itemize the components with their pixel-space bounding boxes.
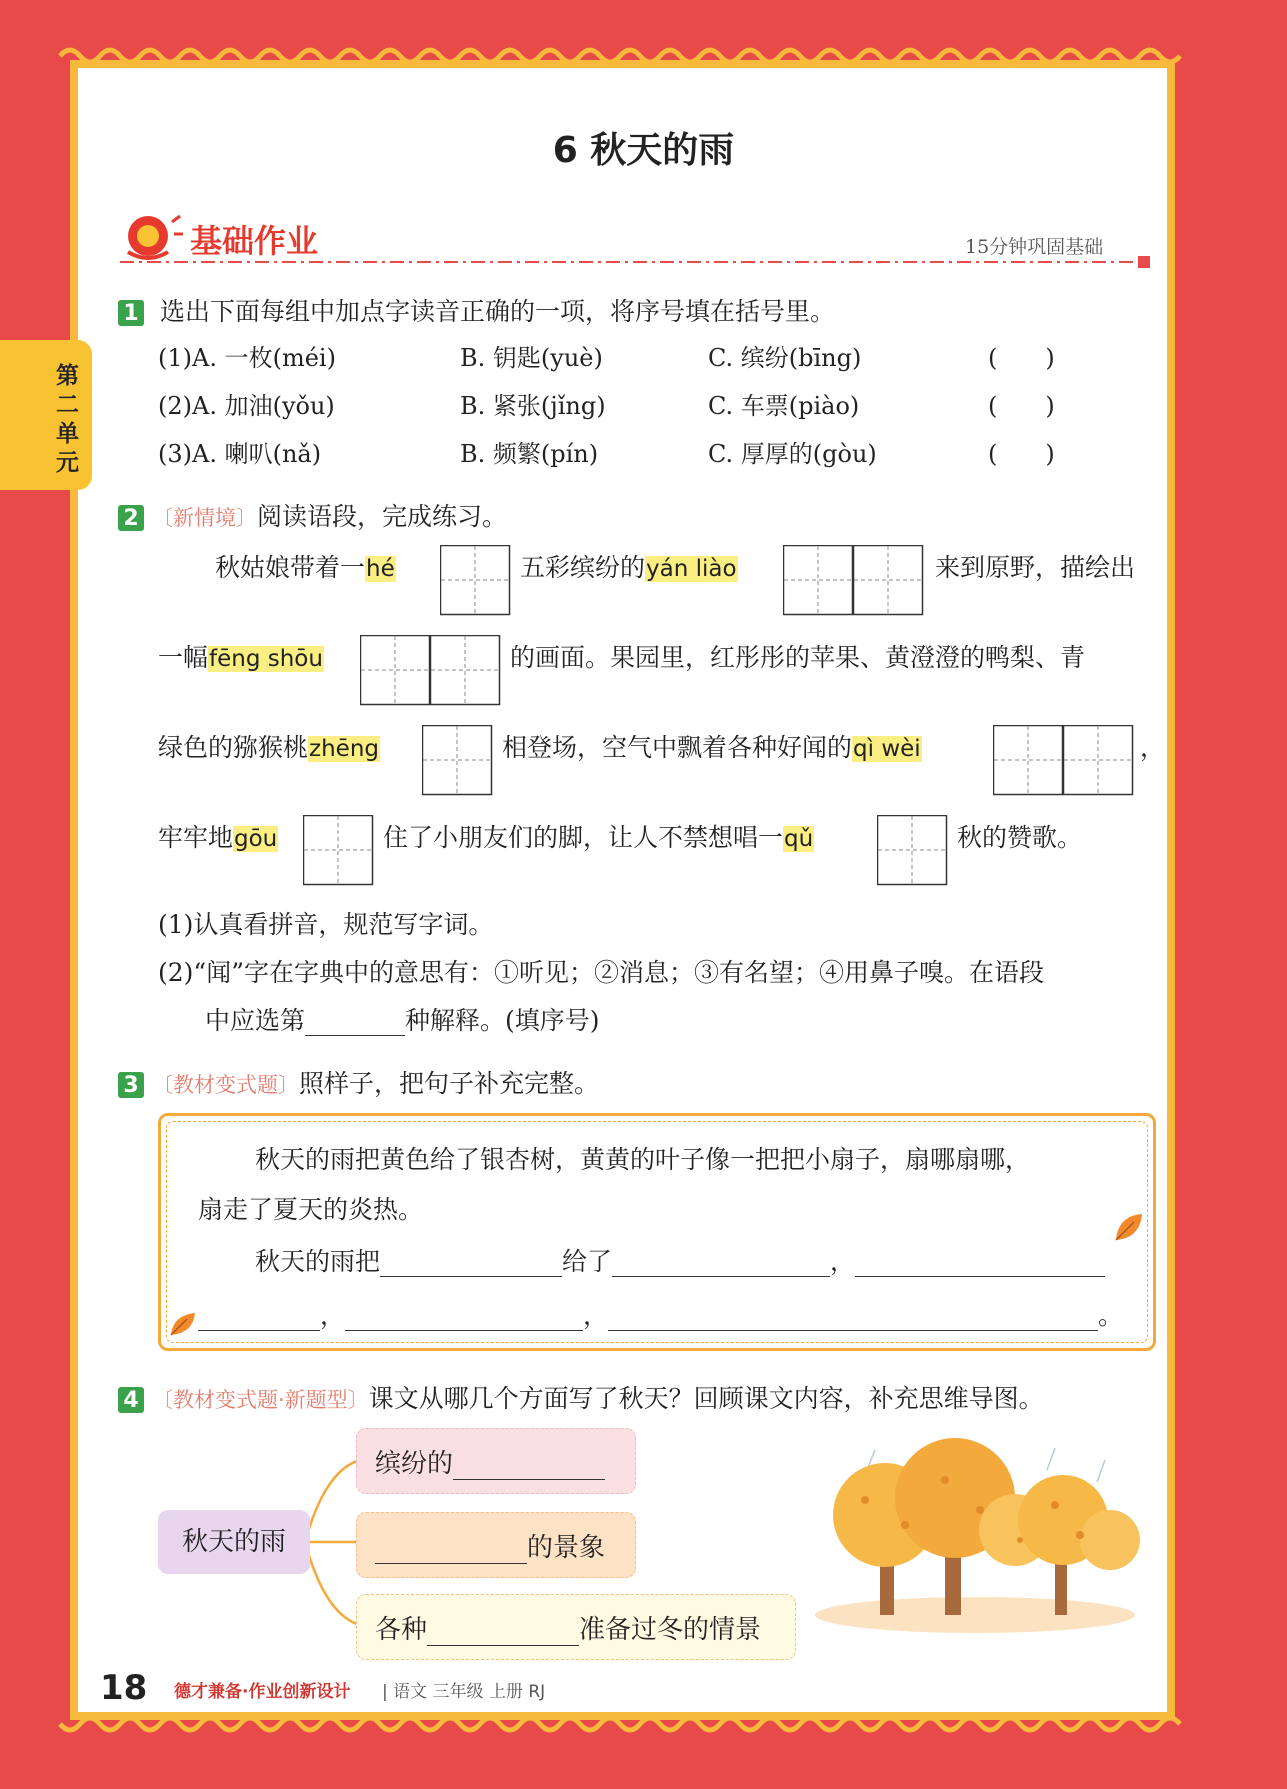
branch-text: 准备过冬的情景	[579, 1615, 762, 1645]
option-c: C. 车票(piào)	[708, 392, 860, 420]
question-number: 1	[118, 300, 144, 326]
writing-grid[interactable]	[783, 545, 925, 617]
passage-text: 牢牢地	[158, 823, 234, 852]
mindmap-branch-1	[356, 1428, 636, 1494]
sub-question-2: (2)“闻”字在字典中的意思有：①听见；②消息；③有名望；④用鼻子嗅。在语段	[158, 958, 1044, 987]
passage-text: 住了小朋友们的脚，让人不禁想唱一	[383, 823, 784, 852]
pinyin-hint: zhēng	[309, 736, 379, 762]
pinyin-hint: qǔ	[784, 826, 814, 852]
example-sentence: 秋天的雨把黄色给了银杏树，黄黄的叶子像一把把小扇子，扇哪扇哪，	[255, 1145, 1031, 1174]
branch-text: 各种	[375, 1615, 428, 1645]
question-number: 2	[118, 505, 144, 531]
question-3-prompt	[118, 1064, 599, 1100]
branch-text: 缤纷的	[375, 1449, 454, 1479]
question-text: 阅读语段，完成练习。	[256, 502, 507, 531]
fill-line-2	[198, 1296, 1123, 1332]
pinyin-hint: fēng shōu	[209, 646, 323, 672]
section-subtitle: 15分钟巩固基础	[965, 236, 1104, 258]
answer-blank[interactable]	[427, 1615, 579, 1646]
answer-blank[interactable]	[380, 1247, 562, 1277]
answer-blank[interactable]	[345, 1301, 583, 1331]
option-a: (1)A. 一枚(méi)	[158, 344, 336, 372]
question-text: 选出下面每组中加点字读音正确的一项，将序号填在括号里。	[159, 297, 835, 326]
passage-text: 相登场，空气中飘着各种好闻的	[502, 733, 853, 762]
passage-text: 秋的赞歌。	[957, 823, 1083, 852]
page-title: 6 秋天的雨	[552, 130, 735, 171]
question-text: 照样子，把句子补充完整。	[298, 1069, 599, 1098]
answer-blank[interactable]	[198, 1301, 320, 1331]
passage-text	[520, 548, 738, 584]
question-tag: 〔教材变式题·新题型〕	[151, 1388, 369, 1412]
writing-grid[interactable]	[360, 635, 502, 707]
fill-line-1	[255, 1242, 1105, 1278]
writing-grid[interactable]	[303, 815, 375, 887]
mindmap-center: 秋天的雨	[158, 1510, 310, 1574]
passage-text: ，	[830, 1247, 856, 1276]
question-text: 课文从哪几个方面写了秋天？回顾课文内容，补充思维导图。	[368, 1384, 1044, 1413]
passage-text: ，	[1140, 733, 1166, 762]
answer-paren[interactable]: ( )	[988, 344, 1055, 372]
writing-grid[interactable]	[422, 725, 494, 797]
answer-blank[interactable]	[855, 1247, 1105, 1277]
answer-blank[interactable]	[375, 1533, 527, 1564]
pinyin-hint: qì wèi	[853, 736, 921, 762]
writing-grid[interactable]	[877, 815, 949, 887]
sub-question-1: (1)认真看拼音，规范写字词。	[158, 910, 494, 939]
option-b: B. 紧张(jǐng)	[460, 392, 606, 420]
answer-blank[interactable]	[453, 1449, 605, 1480]
answer-blank[interactable]	[608, 1301, 1098, 1331]
mindmap-branch-2	[356, 1512, 636, 1578]
sub-question-2-fill	[205, 1001, 600, 1037]
writing-grid[interactable]	[440, 545, 512, 617]
passage-line-1	[215, 548, 396, 584]
answer-blank[interactable]	[305, 1006, 405, 1036]
option-b: B. 钥匙(yuè)	[460, 344, 603, 372]
passage-text: 一幅	[158, 643, 209, 672]
mindmap-branch-3	[356, 1594, 796, 1660]
example-sentence-cont: 扇走了夏天的炎热。	[198, 1195, 424, 1224]
passage-line-2	[158, 638, 324, 674]
pinyin-hint: yán liào	[646, 556, 737, 582]
series-name: 德才兼备·作业创新设计	[174, 1682, 351, 1702]
bell-icon	[118, 208, 184, 264]
leaf-icon	[168, 1310, 198, 1338]
page-number: 18	[100, 1668, 148, 1708]
passage-text: 种解释。(填序号)	[405, 1006, 600, 1035]
passage-text: 给了	[562, 1247, 613, 1276]
question-number: 3	[118, 1072, 144, 1098]
question-number: 4	[118, 1387, 144, 1413]
autumn-trees-illustration	[805, 1430, 1145, 1640]
question-tag: 〔新情境〕	[151, 506, 257, 530]
passage-text: 秋天的雨把	[255, 1247, 381, 1276]
passage-line-4b	[383, 818, 814, 854]
passage-text: ，	[583, 1301, 609, 1330]
passage-line-4	[158, 818, 278, 854]
passage-line-3b	[502, 728, 922, 764]
unit-tab-label: 第二单元	[56, 363, 79, 476]
option-c: C. 厚厚的(gòu)	[708, 440, 877, 468]
passage-text: 来到原野，描绘出	[935, 553, 1136, 582]
writing-grid[interactable]	[993, 725, 1135, 797]
option-c: C. 缤纷(bīng)	[708, 344, 862, 372]
answer-paren[interactable]: ( )	[988, 440, 1055, 468]
leaf-icon	[1112, 1210, 1146, 1244]
passage-text: 五彩缤纷的	[520, 553, 646, 582]
passage-text: ，	[320, 1301, 346, 1330]
question-1-prompt	[118, 292, 835, 328]
option-a: (3)A. 喇叭(nǎ)	[158, 440, 322, 468]
pinyin-hint: gōu	[234, 826, 278, 852]
passage-text: 的画面。果园里，红彤彤的苹果、黄澄澄的鸭梨、青	[510, 643, 1086, 672]
passage-text: 绿色的猕猴桃	[158, 733, 309, 762]
section-heading: 基础作业	[190, 222, 319, 260]
answer-paren[interactable]: ( )	[988, 392, 1055, 420]
passage-text: 中应选第	[205, 1006, 306, 1035]
passage-text: 秋姑娘带着一	[215, 553, 366, 582]
option-a: (2)A. 加油(yǒu)	[158, 392, 335, 420]
option-b: B. 频繁(pín)	[460, 440, 599, 468]
passage-text: 。	[1098, 1301, 1124, 1330]
answer-blank[interactable]	[612, 1247, 830, 1277]
branch-text: 的景象	[527, 1533, 606, 1563]
pinyin-hint: hé	[366, 556, 395, 582]
question-2-prompt	[118, 497, 507, 533]
question-tag: 〔教材变式题〕	[151, 1073, 299, 1097]
passage-line-3	[158, 728, 380, 764]
question-4-prompt	[118, 1379, 1044, 1415]
book-meta: | 语文 三年级 上册 RJ	[382, 1682, 546, 1702]
